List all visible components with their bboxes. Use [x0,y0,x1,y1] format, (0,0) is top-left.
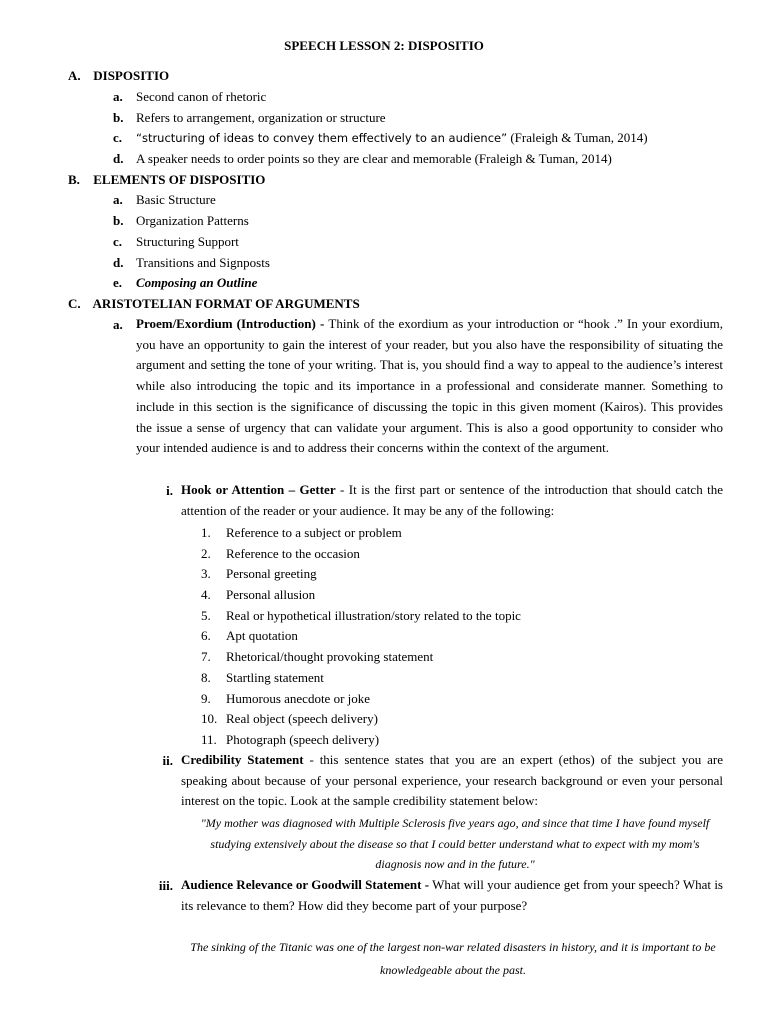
proem-paragraph: Proem/Exordium (Introduction) - Think of the exordium as your introduction or “hook .” In your exordium, you have an opportunity to gain the interest of your reader, but you also have the responsibility of situating the argument and setting the tone of your writing. That is, you should find a way to appeal to the audience’s interest while also introducing the topic and its importance in a professional and considerate manner. Something to include in this section is the significance of discussing the topic in this given moment (Kairos). This provides the issue a sense of urgency that can validate your argument. This is also a good opportunity to consider who your intended audience is and to address their concerns within the context of the argument. [136,316,723,456]
credibility-text: - this sentence states that you are an expert (ethos) of the subject you are speaking about because of your personal experience, your research background or even your personal interest on the topic. Look at the sample credibility statement below: [181,752,723,809]
relevance-term: Audience Relevance or Goodwill Statement - [181,877,430,892]
section-a-title: DISPOSITIO [93,68,170,83]
numeral-iii: iii. [158,878,173,893]
hook-text: - It is the first part or sentence of the introduction that should catch the attention of the reader or your audience. It may be any of the following: [181,482,723,518]
section-c-heading [68,296,360,312]
section-c-letter: C. [68,296,81,311]
credibility-term: Credibility Statement [181,752,304,767]
list-item: d. Transitions and Signposts [113,255,270,270]
list-item: 4. Personal allusion [201,587,316,602]
list-item: 3. Personal greeting [201,566,317,581]
list-item: c. “structuring of ideas to convey them effectively to an audience” (Fraleigh & Tuman, 2014) [113,130,648,145]
hook-term: Hook or Attention – Getter [181,482,336,497]
section-a-letter: A. [68,68,81,83]
list-item: 8. Startling statement [201,670,324,685]
credibility-quote: "My mother was diagnosed with Multiple Sclerosis five years ago, and since that time I have found myself studying extensively about the disease so that I could better understand what to expect with my mom's diagnosis now and in the future." [200,816,710,872]
list-item: 9. Humorous anecdote or joke [201,691,371,706]
list-item: 7. Rhetorical/thought provoking statement [201,649,434,664]
section-a-heading [68,68,169,84]
list-item: 10. Real object (speech delivery) [201,711,378,726]
section-b-heading [68,172,265,188]
list-item: 6. Apt quotation [201,628,298,643]
proem-term: Proem/Exordium (Introduction) [136,316,316,331]
numeral-ii: ii. [162,753,173,768]
list-item: a. Basic Structure [113,192,216,207]
section-c-title: ARISTOTELIAN FORMAT OF ARGUMENTS [92,296,360,311]
list-item: d. A speaker needs to order points so they are clear and memorable (Fraleigh & Tuman, 2014) [113,151,612,166]
quoted-definition: “structuring of ideas to convey them effectively to an audience” [136,131,508,145]
proem-letter: a. [113,317,123,332]
list-item: e. Composing an Outline [113,275,258,290]
relevance-paragraph [181,875,723,916]
list-item: 11. Photograph (speech delivery) [201,732,380,747]
credibility-paragraph [181,750,723,812]
list-item: 2. Reference to the occasion [201,546,360,561]
hook-paragraph [181,480,723,521]
section-b-title: ELEMENTS OF DISPOSITIO [93,172,266,187]
list-item: b. Organization Patterns [113,213,249,228]
proem-text: Think of the exordium as your introduction or “hook .” In your exordium, you have an opportunity to gain the interest of your reader, but you also have the responsibility of situating the argument and setting the tone of your writing. That is, you should find a way to appeal to the audience’s interest while also introducing the topic and its importance in a professional and considerate manner. Something to include in this section is the significance of discussing the topic in this given moment (Kairos). This provides the issue a sense of urgency that can validate your argument. This is also a good opportunity to consider who your intended audience is and to address their concerns within the context of the argument. [136,316,723,456]
list-item: b. Refers to arrangement, organization or structure [113,110,386,125]
list-item: a. Second canon of rhetoric [113,89,267,104]
relevance-example: The sinking of the Titanic was one of the largest non-war related disasters in history, and it is important to be knowledgeable about the past. [190,940,716,977]
list-item: c. Structuring Support [113,234,239,249]
list-item: 1. Reference to a subject or problem [201,525,402,540]
document-title: SPEECH LESSON 2: DISPOSITIO [284,38,484,53]
relevance-text: What will your audience get from your speech? What is its relevance to them? How did they become part of your purpose? [181,877,723,913]
citation: (Fraleigh & Tuman, 2014) [507,130,648,145]
list-item: 5. Real or hypothetical illustration/story related to the topic [201,608,521,623]
section-b-letter: B. [68,172,80,187]
numeral-i: i. [166,483,173,498]
